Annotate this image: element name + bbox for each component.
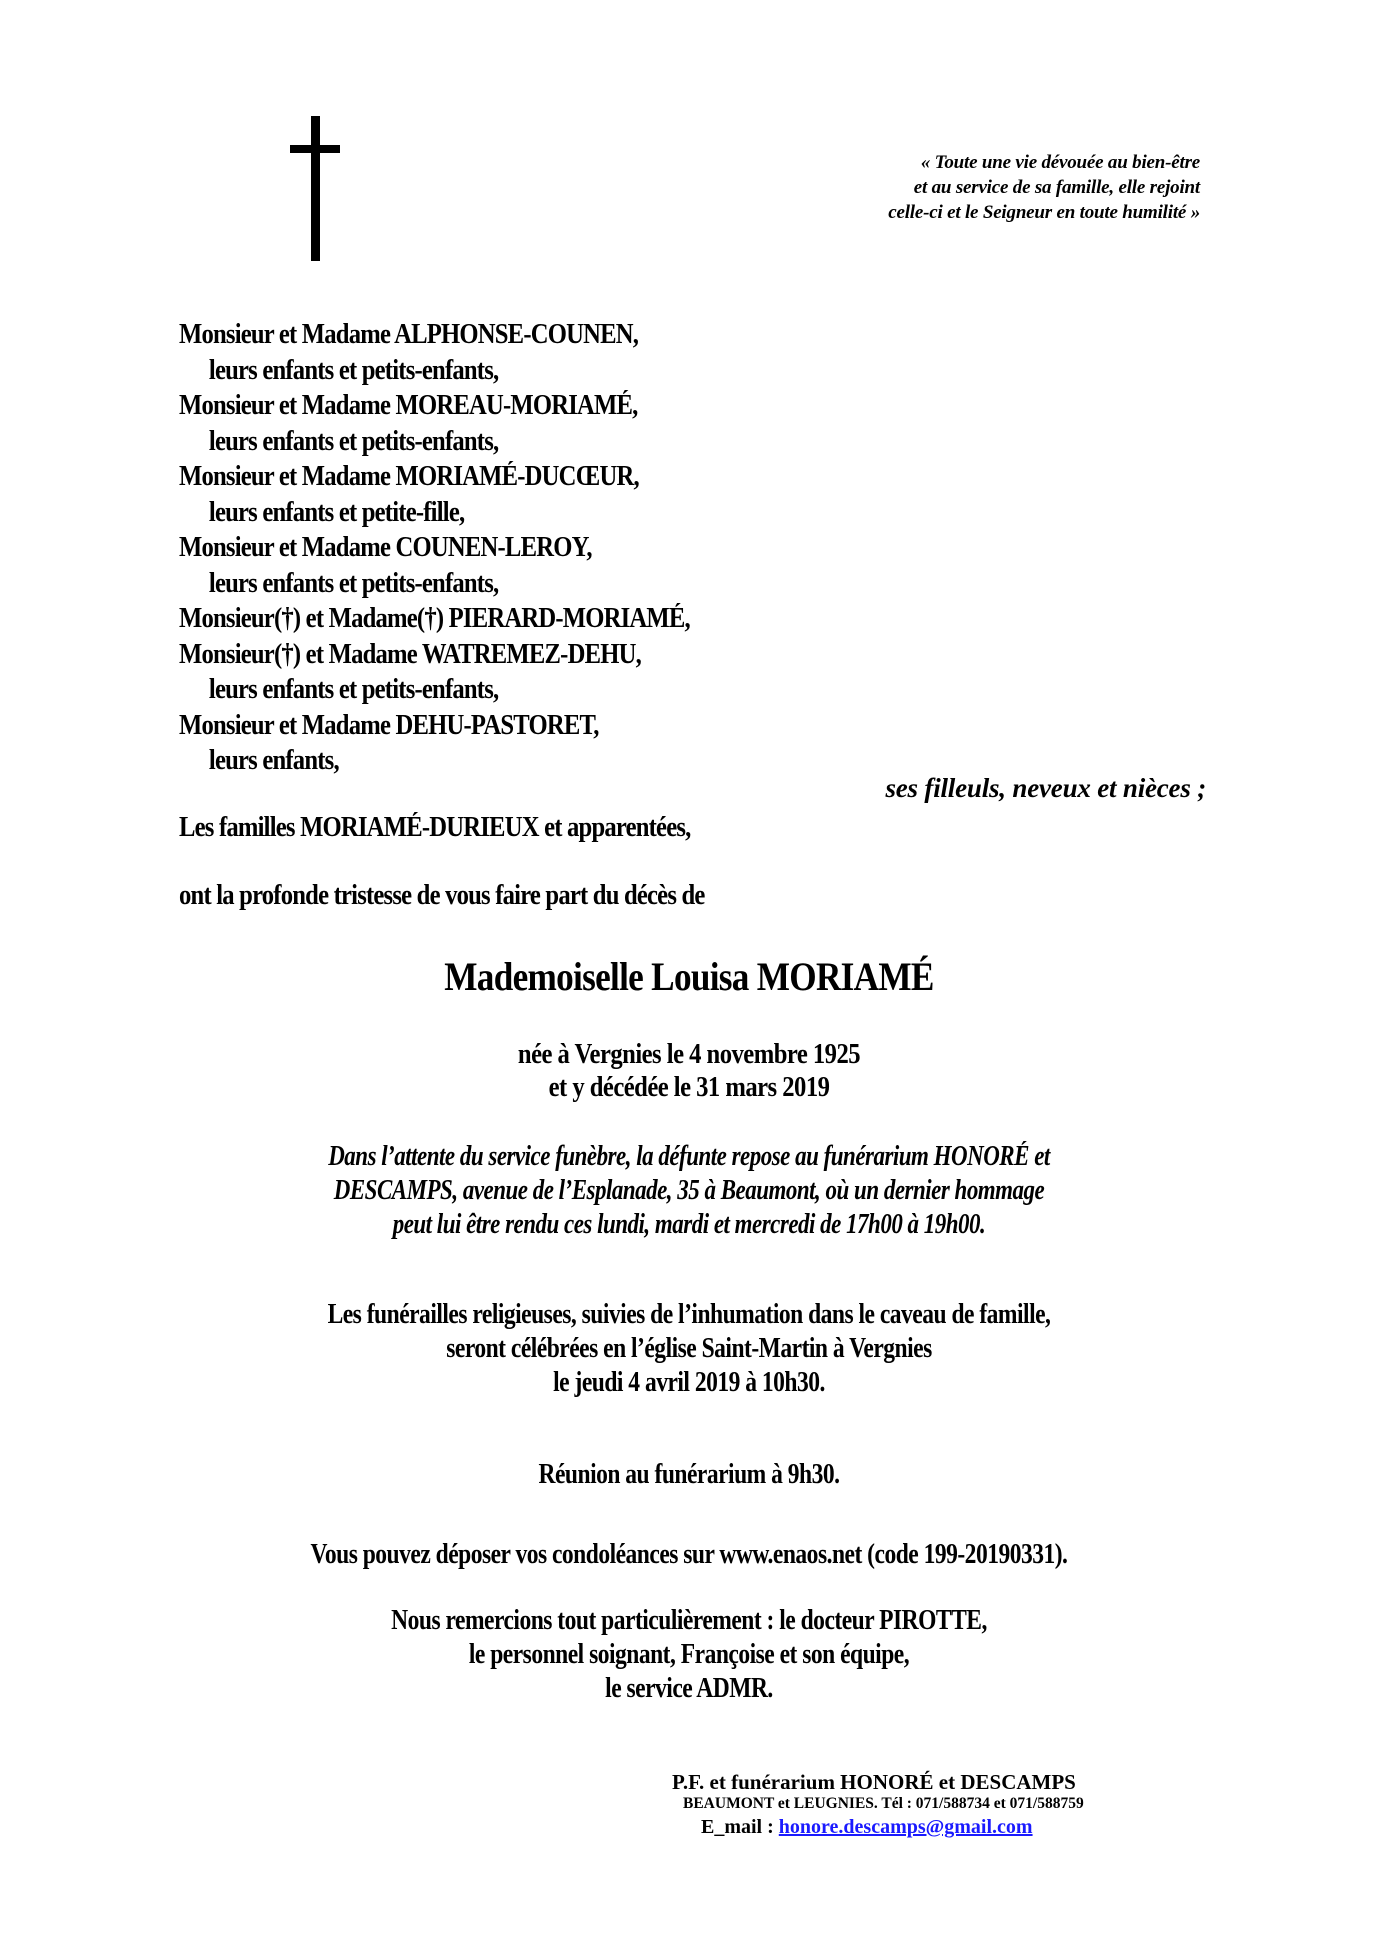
quote-line: « Toute une vie dévouée au bien-être — [920, 152, 1200, 173]
wake-line: DESCAMPS, avenue de l’Esplanade, 35 à Beaumont, où un dernier hommage — [333, 1175, 1045, 1206]
email-link[interactable]: honore.descamps@gmail.com — [778, 1816, 1033, 1838]
family-line: leurs enfants et petits-enfants, — [208, 567, 499, 599]
deceased-name: Mademoiselle Louisa MORIAMÉ — [444, 954, 934, 999]
cross-horizontal-bar — [290, 145, 340, 153]
funeral-info — [0, 1298, 1378, 1400]
email-row — [660, 1814, 1180, 1840]
funeral-home-name: P.F. et funérarium HONORÉ et DESCAMPS — [672, 1770, 1076, 1794]
wake-line: Dans l’attente du service funèbre, la défunte repose au funérarium HONORÉ et — [328, 1141, 1050, 1172]
family-line: leurs enfants et petite-fille, — [208, 496, 465, 528]
deceased-name-block — [0, 953, 1378, 1001]
family-line: leurs enfants, — [208, 745, 339, 776]
reunion-line: Réunion au funérarium à 9h30. — [538, 1459, 840, 1490]
reunion-info — [0, 1458, 1378, 1492]
death-line: et y décédée le 31 mars 2019 — [548, 1072, 830, 1103]
acknowledgements — [0, 1604, 1378, 1706]
condolences-line: Vous pouvez déposer vos condoléances sur www.enaos.net (code 199-20190331). — [310, 1539, 1068, 1570]
wake-info — [0, 1140, 1378, 1242]
family-line: leurs enfants et petits-enfants, — [208, 425, 499, 457]
family-line: Monsieur(†) et Madame(†) PIERARD-MORIAMÉ, — [179, 603, 690, 634]
family-line: Monsieur et Madame MORIAMÉ-DUCŒUR, — [179, 461, 639, 492]
family-line: Monsieur et Madame COUNEN-LEROY, — [179, 532, 592, 563]
family-line: leurs enfants et petits-enfants, — [208, 674, 499, 705]
funeral-home-contact: BEAUMONT et LEUGNIES. Tél : 071/588734 et 071/588759 — [683, 1795, 1084, 1812]
family-line: leurs enfants et petits-enfants, — [208, 354, 499, 386]
family-line: Monsieur et Madame ALPHONSE-COUNEN, — [179, 319, 639, 350]
email-label: E_mail : — [701, 1816, 779, 1838]
family-line: Monsieur(†) et Madame WATREMEZ-DEHU, — [179, 638, 641, 670]
birth-line: née à Vergnies le 4 novembre 1925 — [517, 1039, 861, 1070]
announcement-intro: ont la profonde tristesse de vous faire part du décès de — [179, 880, 705, 911]
quote-line: et au service de sa famille, elle rejoint — [913, 177, 1200, 198]
thanks-line: Nous remercions tout particulièrement : le docteur PIROTTE, — [391, 1605, 987, 1636]
cross-vertical-bar — [311, 116, 320, 261]
funeral-home-footer — [660, 1770, 1180, 1840]
cross-icon — [290, 116, 340, 261]
birth-death-dates — [0, 1038, 1378, 1104]
funeral-line: le jeudi 4 avril 2019 à 10h30. — [553, 1367, 825, 1398]
condolences-info — [0, 1538, 1378, 1572]
family-list — [179, 317, 760, 779]
funeral-line: Les funérailles religieuses, suivies de l’inhumation dans le caveau de famille, — [327, 1299, 1051, 1330]
related-families-line: Les familles MORIAMÉ-DURIEUX et apparentées, — [179, 812, 691, 843]
epigraph-quote — [820, 150, 1200, 225]
family-line: Monsieur et Madame DEHU-PASTORET, — [179, 709, 599, 741]
quote-line: celle-ci et le Seigneur en toute humilité » — [888, 202, 1200, 223]
thanks-line: le service ADMR. — [605, 1673, 773, 1704]
godchildren-line: ses filleuls, neveux et nièces ; — [885, 773, 1206, 803]
wake-line: peut lui être rendu ces lundi, mardi et mercredi de 17h00 à 19h00. — [392, 1209, 986, 1240]
funeral-line: seront célébrées en l’église Saint-Martin à Vergnies — [446, 1333, 932, 1364]
thanks-line: le personnel soignant, Françoise et son équipe, — [468, 1639, 910, 1670]
family-line: Monsieur et Madame MOREAU-MORIAMÉ, — [179, 390, 638, 421]
